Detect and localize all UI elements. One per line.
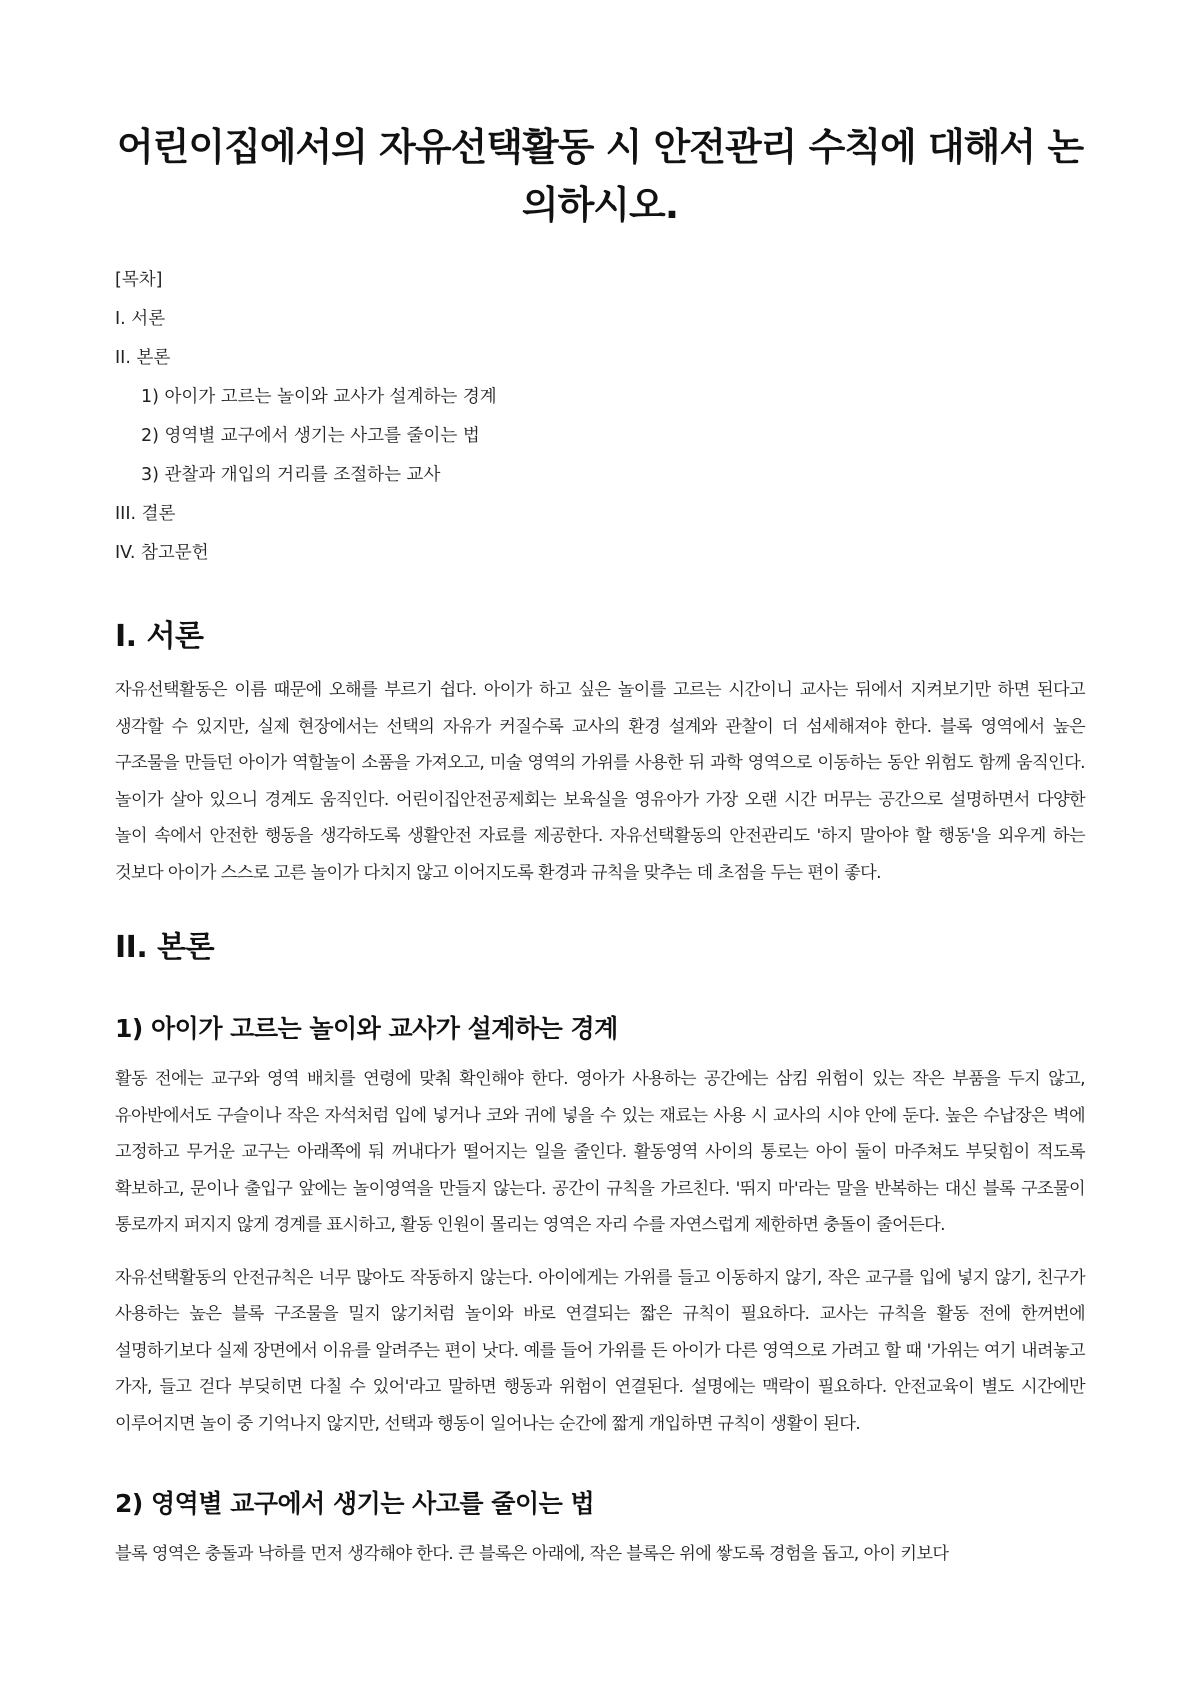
section-heading-body: II. 본론 <box>115 930 215 965</box>
subsection-heading-2: 2) 영역별 교구에서 생기는 사고를 줄이는 법 <box>115 1489 595 1518</box>
body-paragraph: 자유선택활동의 안전규칙은 너무 많아도 작동하지 않는다. 아이에게는 가위를 들고 이동하지 않기, 작은 교구를 입에 넣지 않기, 친구가 사용하는 높은 블록 구조물을 밀지 않기처럼 놀이와 바로 연결되는 짧은 규칙이 필요하다. 교사는 규칙을 활동 전에 한꺼번에 설명하기보다 실제 장면에서 이유를 알려주는 편이 낫다. 예를 들어 가위를 든 아이가 다른 영역으로 가려고 할 때 '가위는 여기 내려놓고 가자, 들고 걷다 부딪히면 다칠 수 있어'라고 말하면 행동과 위험이 연결된다. 설명에는 맥락이 필요하다. 안전교육이 별도 시간에만 이루어지면 놀이 중 기억나지 않지만, 선택과 행동이 일어나는 순간에 짧게 개입하면 규칙이 생활이 된다. <box>115 1267 1085 1434</box>
body-paragraph: 블록 영역은 충돌과 낙하를 먼저 생각해야 한다. 큰 블록은 아래에, 작은 블록은 위에 쌓도록 경험을 돕고, 아이 키보다 <box>115 1544 949 1564</box>
toc-item: IV. 참고문헌 <box>115 543 209 563</box>
toc-heading: [목차] <box>115 270 163 290</box>
toc-subitem: 2) 영역별 교구에서 생기는 사고를 줄이는 법 <box>141 426 480 446</box>
toc-item: I. 서론 <box>115 309 166 329</box>
toc-item: II. 본론 <box>115 348 171 368</box>
subsection-heading-1: 1) 아이가 고르는 놀이와 교사가 설계하는 경계 <box>115 1014 618 1043</box>
toc-subitem: 1) 아이가 고르는 놀이와 교사가 설계하는 경계 <box>141 387 497 407</box>
document-title: 어린이집에서의 자유선택활동 시 안전관리 수칙에 대해서 논의하시오. <box>116 125 1084 227</box>
table-of-contents <box>115 268 1085 580</box>
toc-item: III. 결론 <box>115 504 176 524</box>
intro-paragraph: 자유선택활동은 이름 때문에 오해를 부르기 쉽다. 아이가 하고 싶은 놀이를 고르는 시간이니 교사는 뒤에서 지켜보기만 하면 된다고 생각할 수 있지만, 실제 현장에서는 선택의 자유가 커질수록 교사의 환경 설계와 관찰이 더 섬세해져야 한다. 블록 영역에서 높은 구조물을 만들던 아이가 역할놀이 소품을 가져오고, 미술 영역의 가위를 사용한 뒤 과학 영역으로 이동하는 동안 위험도 함께 움직인다. 놀이가 살아 있으니 경계도 움직인다. 어린이집안전공제회는 보육실을 영유아가 가장 오랜 시간 머무는 공간으로 설명하면서 다양한 놀이 속에서 안전한 행동을 생각하도록 생활안전 자료를 제공한다. 자유선택활동의 안전관리도 '하지 말아야 할 행동'을 외우게 하는 것보다 아이가 스스로 고른 놀이가 다치지 않고 이어지도록 환경과 규칙을 맞추는 데 초점을 두는 편이 좋다. <box>115 680 1085 883</box>
body-paragraph: 활동 전에는 교구와 영역 배치를 연령에 맞춰 확인해야 한다. 영아가 사용하는 공간에는 삼킴 위험이 있는 작은 부품을 두지 않고, 유아반에서도 구슬이나 작은 자석처럼 입에 넣거나 코와 귀에 넣을 수 있는 재료는 사용 시 교사의 시야 안에 둔다. 높은 수납장은 벽에 고정하고 무거운 교구는 아래쪽에 둬 꺼내다가 떨어지는 일을 줄인다. 활동영역 사이의 통로는 아이 둘이 마주쳐도 부딪힘이 적도록 확보하고, 문이나 출입구 앞에는 놀이영역을 만들지 않는다. 공간이 규칙을 가르친다. '뛰지 마'라는 말을 반복하는 대신 블록 구조물이 통로까지 퍼지지 않게 경계를 표시하고, 활동 인원이 몰리는 영역은 자리 수를 자연스럽게 제한하면 충돌이 줄어든다. <box>115 1069 1085 1235</box>
toc-subitem: 3) 관찰과 개입의 거리를 조절하는 교사 <box>141 465 441 485</box>
section-heading-intro: I. 서론 <box>115 619 204 654</box>
